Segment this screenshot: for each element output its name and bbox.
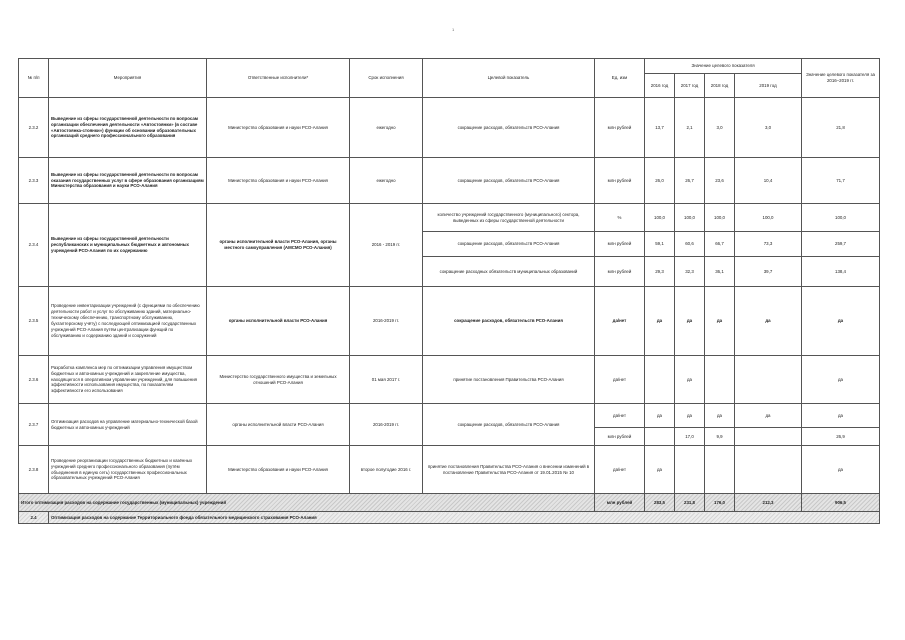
row-value-2018: 36,1 (705, 257, 735, 287)
row-value-2019 (735, 356, 802, 404)
row-responsible: органы исполнительной власти РСО-Алания (207, 287, 350, 356)
section-num: 2.4 (19, 512, 49, 524)
page-number: 1 (452, 27, 455, 32)
row-value-2016: да (645, 446, 675, 494)
row-value-2018: 100,0 (705, 204, 735, 232)
row-indicator: сокращение расходов, обязательств РСО-Алания (423, 404, 595, 446)
table-row (19, 204, 880, 232)
row-term: второе полугодие 2016 г. (350, 446, 423, 494)
row-value-total: 71,7 (802, 158, 880, 204)
total-row (19, 494, 880, 512)
row-event: Выведение из сферы государственной деятельности по вопросам оказания государственных услуг в сфере образования организациям Министерства образования и науки РСО-Алания (49, 158, 207, 204)
row-value-2018: да (705, 404, 735, 428)
row-value-2018: да (705, 287, 735, 356)
row-term: ежегодно (350, 98, 423, 158)
row-responsible: органы исполнительной власти РСО-Алания, органы местного самоуправления (АМСМО РСО-Алания) (207, 204, 350, 287)
header-unit: Ед. изм (595, 59, 645, 98)
total-value-sum: 906,5 (802, 494, 880, 512)
row-value-2019: 39,7 (735, 257, 802, 287)
row-term: 2016 - 2019 гг. (350, 204, 423, 287)
row-value-2016 (645, 356, 675, 404)
row-value-2016: 26,0 (645, 158, 675, 204)
row-term: ежегодно (350, 158, 423, 204)
header-total: Значение целевого показателя за 2016–2019 гг. (802, 59, 880, 98)
row-value-2017: да (675, 356, 705, 404)
header-year-2016: 2016 год (645, 74, 675, 98)
row-indicator: количество учреждений государственного (муниципального) сектора, выведенных из сферы государственной деятельности (423, 204, 595, 232)
table-row (19, 404, 880, 428)
row-value-2017: 100,0 (675, 204, 705, 232)
total-value-2019: 212,3 (735, 494, 802, 512)
row-responsible: Министерство государственного имущества и земельных отношений РСО-Алания (207, 356, 350, 404)
row-value-total: да (802, 446, 880, 494)
row-event: Оптимизация расходов на управление материально-технической базой бюджетных и автономных учреждений (49, 404, 207, 446)
row-value-2018: 3,0 (705, 98, 735, 158)
row-value-2018: 66,7 (705, 232, 735, 257)
header-num: № п/п (19, 59, 49, 98)
row-value-total: да (802, 356, 880, 404)
row-value-total: 100,0 (802, 204, 880, 232)
row-responsible: органы исполнительной власти РСО-Алания (207, 404, 350, 446)
row-unit: да/нет (595, 446, 645, 494)
row-value-2018 (705, 446, 735, 494)
row-indicator: сокращение расходов, обязательств РСО-Алания (423, 158, 595, 204)
total-value-2017: 231,8 (675, 494, 705, 512)
table-row (19, 446, 880, 494)
row-value-total: 259,7 (802, 232, 880, 257)
row-unit: млн рублей (595, 428, 645, 446)
row-num: 2.3.4 (19, 204, 49, 287)
row-value-2019: да (735, 404, 802, 428)
row-value-2017: 60,6 (675, 232, 705, 257)
row-value-2018: 23,6 (705, 158, 735, 204)
row-value-total: 138,4 (802, 257, 880, 287)
row-value-2016: 13,7 (645, 98, 675, 158)
total-label: Итого оптимизация расходов на содержание государственных (муниципальных) учреждений (19, 494, 595, 512)
row-unit: да/нет (595, 404, 645, 428)
row-term: 2016-2019 гг. (350, 287, 423, 356)
row-value-total: да (802, 404, 880, 428)
row-value-2018 (705, 356, 735, 404)
row-num: 2.3.2 (19, 98, 49, 158)
row-responsible: Министерство образования и науки РСО-Алания (207, 98, 350, 158)
row-value-2018: 9,9 (705, 428, 735, 446)
row-num: 2.3.6 (19, 356, 49, 404)
row-responsible: Министерство образования и науки РСО-Алания (207, 446, 350, 494)
header-row-1 (19, 59, 880, 74)
row-value-2019: да (735, 287, 802, 356)
table-row (19, 158, 880, 204)
row-unit: да/нет (595, 287, 645, 356)
row-num: 2.3.8 (19, 446, 49, 494)
row-unit: % (595, 204, 645, 232)
row-responsible: Министерство образования и науки РСО-Алания (207, 158, 350, 204)
row-indicator: сокращение расходов, обязательств РСО-Алания (423, 98, 595, 158)
row-value-2017: 17,0 (675, 428, 705, 446)
row-unit: млн рублей (595, 232, 645, 257)
table-row (19, 287, 880, 356)
row-value-2016: 29,3 (645, 257, 675, 287)
row-term: 2016-2019 гг. (350, 404, 423, 446)
row-num: 2.3.5 (19, 287, 49, 356)
header-indicator: Целевой показатель (423, 59, 595, 98)
row-value-2019 (735, 428, 802, 446)
row-event: Проведение реорганизации государственных бюджетных и казённых учреждений среднего профессионального образования (путём объединения в единую сеть) государственных профессиональных образовательных учреждений РСО-Алания (49, 446, 207, 494)
row-unit: млн рублей (595, 158, 645, 204)
row-value-2019: 100,0 (735, 204, 802, 232)
row-value-2016: 100,0 (645, 204, 675, 232)
row-event: Выведение из сферы государственной деятельности республиканских и муниципальных бюджетных и автономных учреждений РСО-Алания по их содержанию (49, 204, 207, 287)
row-indicator: сокращение расходных обязательств муниципальных образований (423, 257, 595, 287)
row-unit: да/нет (595, 356, 645, 404)
row-unit: млн рублей (595, 257, 645, 287)
total-value-2016: 283,5 (645, 494, 675, 512)
row-value-2017: 2,1 (675, 98, 705, 158)
row-value-2019: 10,4 (735, 158, 802, 204)
header-values-group: Значение целевого показателя (645, 59, 802, 74)
row-event: Проведение инвентаризации учреждений (с функциями по обеспечению деятельности работ и услуг по обслуживанию зданий, материально-техническому обеспечению, транспортному обслуживанию, бухгалтерскому учёту) с последующей оптимизацией государственных учреждений РСО-Алания путём централизации функций по обслуживанию и содержанию зданий и сооружений (49, 287, 207, 356)
row-value-2016 (645, 428, 675, 446)
header-term: Срок исполнения (350, 59, 423, 98)
row-indicator: сокращение расходов, обязательств РСО-Алания (423, 287, 595, 356)
section-row (19, 512, 880, 524)
row-event: Разработка комплекса мер по оптимизации управления имуществом бюджетных и автономных учреждений и закрепление имущества, находящегося в оперативном управлении учреждений, для повышения эффективности использования имущества, по показателям эффективности его использования (49, 356, 207, 404)
row-value-2019: 3,0 (735, 98, 802, 158)
row-value-total: да (802, 287, 880, 356)
measures-table (18, 58, 880, 524)
table-row (19, 356, 880, 404)
header-year-2017: 2017 год (675, 74, 705, 98)
row-indicator: принятие постановления Правительства РСО-Алания (423, 356, 595, 404)
row-value-2017: 32,3 (675, 257, 705, 287)
header-event: Мероприятия (49, 59, 207, 98)
row-value-2019: 73,3 (735, 232, 802, 257)
table-row (19, 98, 880, 158)
total-unit: млн рублей (595, 494, 645, 512)
row-value-2016: 59,1 (645, 232, 675, 257)
row-value-2017: да (675, 287, 705, 356)
row-event: Выведение из сферы государственной деятельности по вопросам организации обеспечения деятельности «Автостоянки» (в составе «Автостоянка-стоянки») функции об основании образовательных организаций среднего профессионального образования (49, 98, 207, 158)
row-value-2019 (735, 446, 802, 494)
row-value-2016: да (645, 404, 675, 428)
row-num: 2.3.7 (19, 404, 49, 446)
total-value-2018: 176,0 (705, 494, 735, 512)
row-term: 01 мая 2017 г. (350, 356, 423, 404)
row-value-total: 21,8 (802, 98, 880, 158)
row-value-2017: да (675, 404, 705, 428)
row-indicator: принятие постановления Правительства РСО-Алания о внесении изменений в постановление Правительства РСО-Алания от 19.01.2015 № 10 (423, 446, 595, 494)
row-unit: млн рублей (595, 98, 645, 158)
row-value-total: 26,9 (802, 428, 880, 446)
header-year-2019: 2019 год (735, 74, 802, 98)
row-value-2016: да (645, 287, 675, 356)
row-value-2017 (675, 446, 705, 494)
header-responsible: Ответственные исполнители* (207, 59, 350, 98)
section-label: Оптимизация расходов на содержание Территориального фонда обязательного медицинского страхования РСО-Алания (49, 512, 880, 524)
row-num: 2.3.3 (19, 158, 49, 204)
header-year-2018: 2018 год (705, 74, 735, 98)
row-indicator: сокращение расходов, обязательств РСО-Алания (423, 232, 595, 257)
row-value-2017: 26,7 (675, 158, 705, 204)
